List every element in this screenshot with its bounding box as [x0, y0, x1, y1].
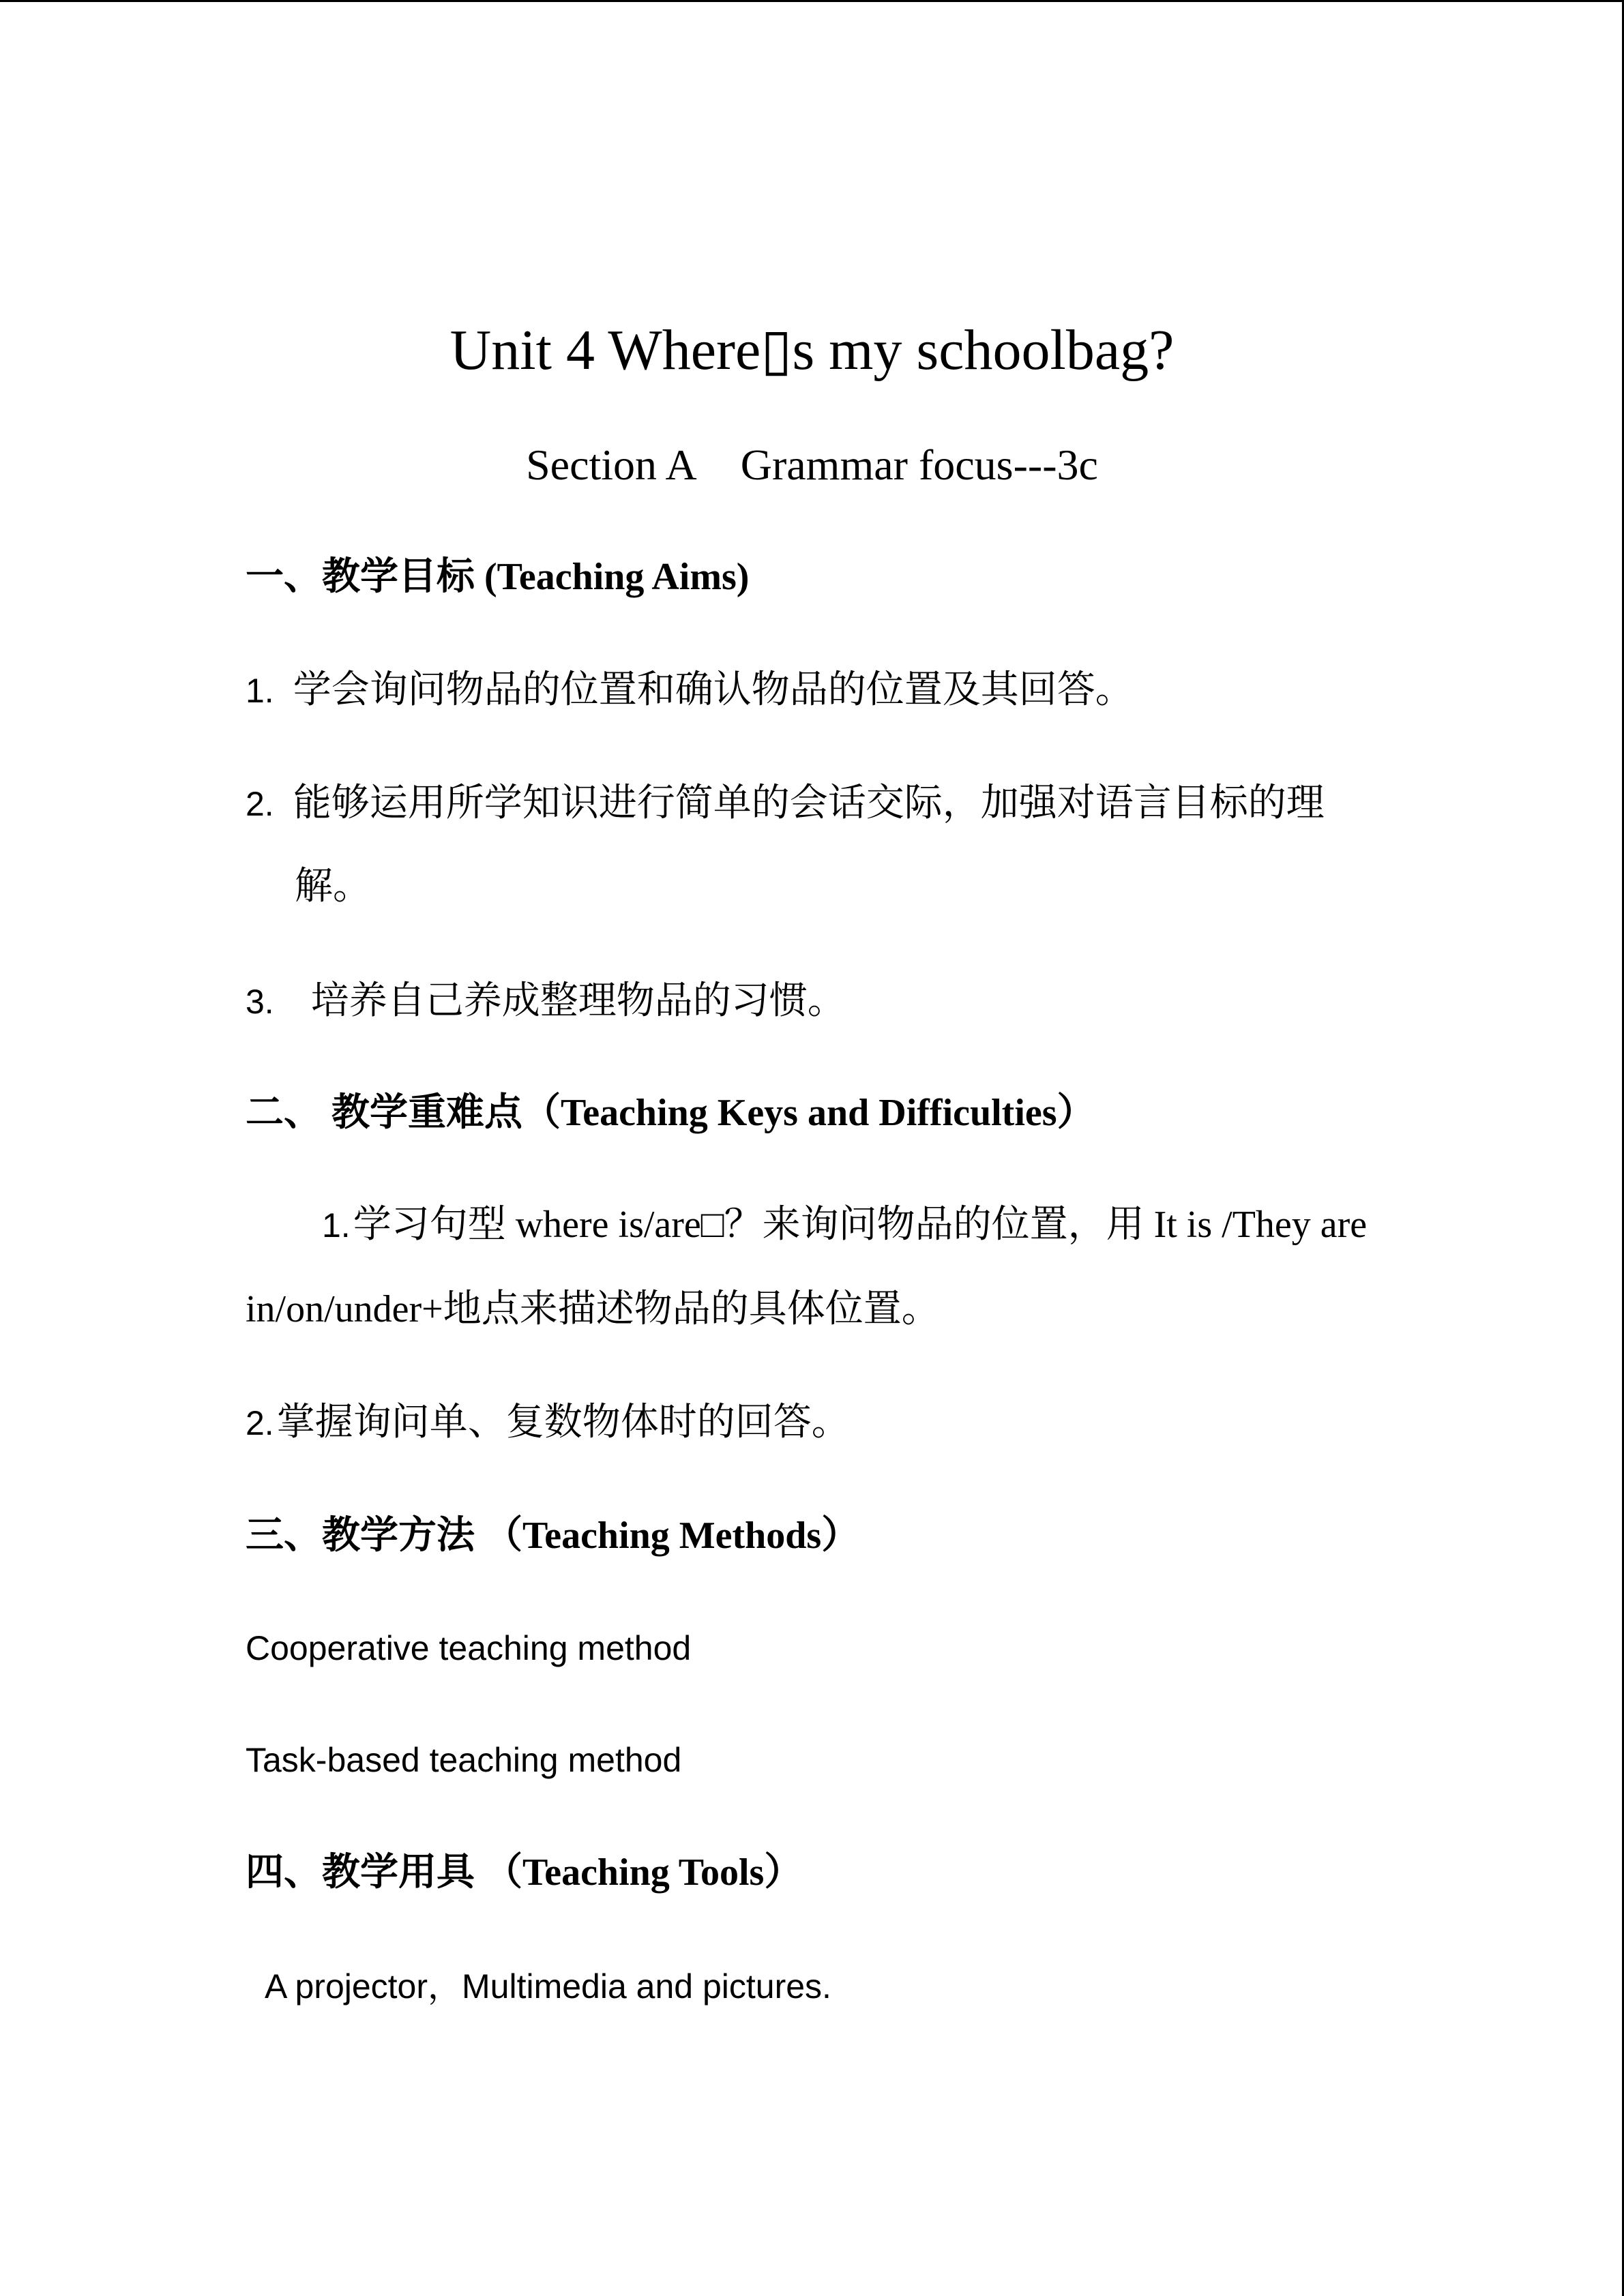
list-number: 1.: [246, 672, 274, 710]
section-heading-teaching-keys: 二、 教学重难点（Teaching Keys and Difficulties）: [246, 1092, 1095, 1134]
list-number: 1.: [322, 1206, 351, 1244]
list-number: 2.: [246, 785, 274, 823]
method-item: Task-based teaching method: [246, 1741, 682, 1779]
list-item: [322, 1206, 1367, 1244]
list-item: [246, 671, 1134, 709]
list-text: 掌握询问单、复数物体时的回答。: [276, 1401, 850, 1444]
section-heading-teaching-methods: 三、教学方法 （Teaching Methods）: [246, 1515, 860, 1557]
method-item: Cooperative teaching method: [246, 1629, 692, 1667]
list-item: [246, 982, 846, 1020]
section-heading-teaching-aims: 一、教学目标 (Teaching Aims): [246, 556, 750, 598]
list-text: 培养自己养成整理物品的习惯。: [310, 980, 846, 1022]
list-text-continuation: 解。: [295, 865, 371, 908]
list-text: 学会询问物品的位置和确认物品的位置及其回答。: [293, 669, 1134, 711]
list-text: 学习句型 where is/are□？来询问物品的位置，用 It is /They are: [353, 1204, 1368, 1246]
document-subtitle: Section A Grammar focus---3c: [526, 441, 1098, 489]
page-top-border: [0, 0, 1624, 2]
list-text-continuation: in/on/under+地点来描述物品的具体位置。: [246, 1288, 940, 1330]
tools-item: A projector，Multimedia and pictures.: [265, 1967, 831, 2006]
list-item: [246, 1403, 850, 1442]
list-item: [246, 784, 1325, 822]
document-title: Unit 4 Where▯s my schoolbag?: [449, 318, 1175, 382]
list-text: 能够运用所学知识进行简单的会话交际，加强对语言目标的理: [293, 782, 1325, 824]
list-number: 3.: [246, 983, 274, 1021]
list-number: 2.: [246, 1404, 274, 1442]
section-heading-teaching-tools: 四、教学用具 （Teaching Tools）: [246, 1851, 803, 1894]
